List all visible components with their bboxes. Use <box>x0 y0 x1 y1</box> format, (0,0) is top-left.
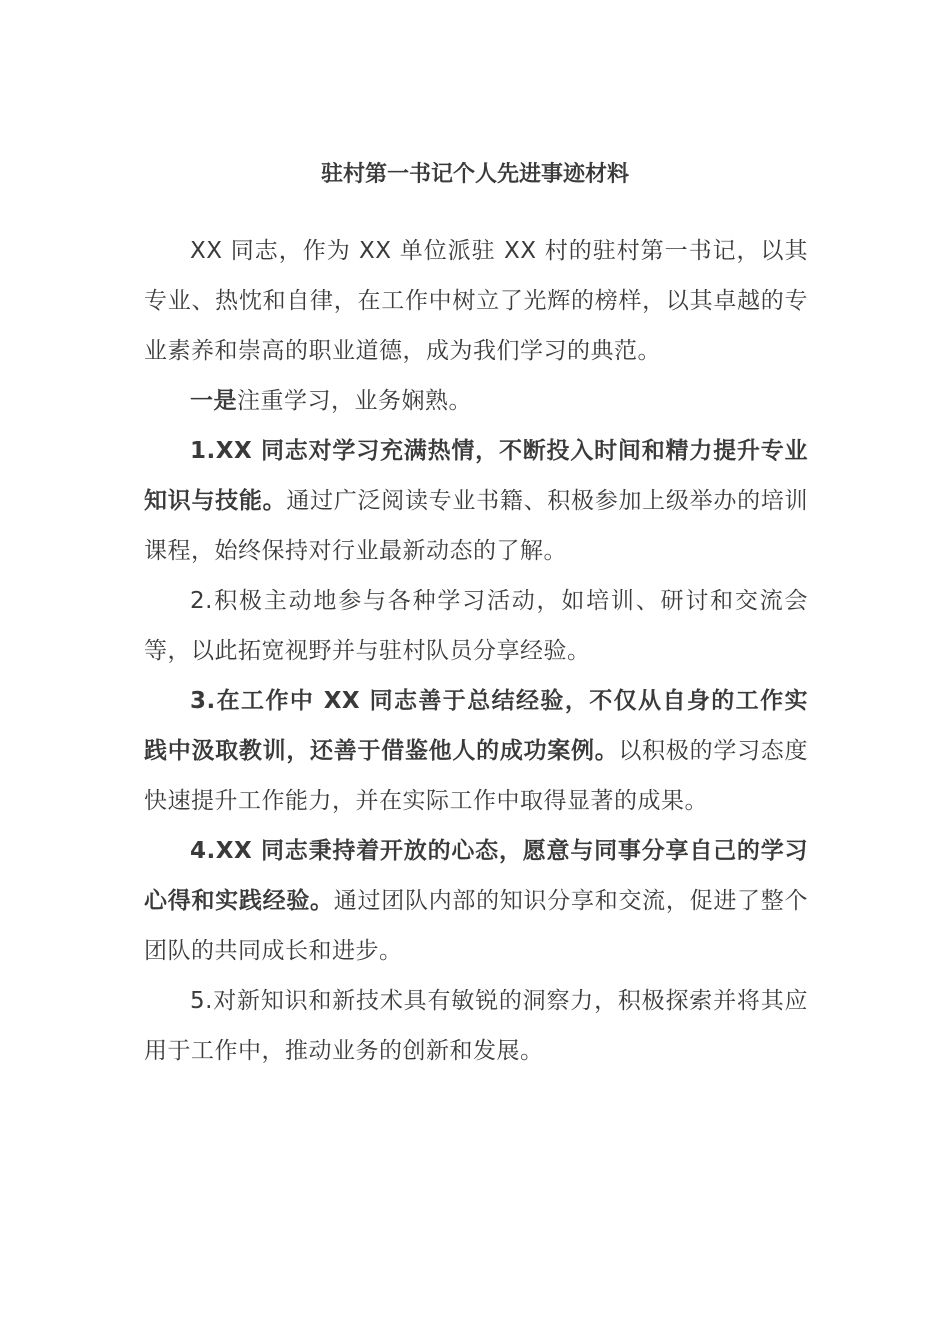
list-item-4-bold: 4.XX 同志秉持着开放的心态，愿意与同事分享自己的学习心得和实践经验。 <box>144 838 808 914</box>
list-item-3-text: 以积极的学习态度快速提升工作能力，并在实际工作中取得显著的成果。 <box>144 738 809 814</box>
list-item-5-text: 5.对新知识和新技术具有敏锐的洞察力，积极探索并将其应用于工作中，推动业务的创新和发展。 <box>144 988 808 1064</box>
intro-paragraph: XX 同志，作为 XX 单位派驻 XX 村的驻村第一书记，以其专业、热忱和自律，在工作中树立了光辉的榜样，以其卓越的专业素养和崇高的职业道德，成为我们学习的典范。 <box>144 238 808 364</box>
section-text: 注重学习，业务娴熟。 <box>237 388 472 414</box>
list-item-1-text: 通过广泛阅读专业书籍、积极参加上级举办的培训课程，始终保持对行业最新动态的了解。 <box>144 488 809 564</box>
list-item-3-bold: 3.在工作中 XX 同志善于总结经验，不仅从自身的工作实践中汲取教训，还善于借鉴他人的成功案例。 <box>144 688 808 764</box>
list-item-1 <box>144 426 808 576</box>
list-item-1-bold: 1.XX 同志对学习充满热情，不断投入时间和精力提升专业知识与技能。 <box>144 438 808 514</box>
list-item-3 <box>144 676 808 826</box>
document-title: 驻村第一书记个人先进事迹材料 <box>320 162 629 187</box>
document-body <box>144 226 808 1076</box>
section-heading <box>144 376 808 426</box>
list-item-4 <box>144 826 808 976</box>
section-lead: 一是 <box>190 388 237 414</box>
list-item-2 <box>144 576 808 676</box>
list-item-4-text: 通过团队内部的知识分享和交流，促进了整个团队的共同成长和进步。 <box>144 888 809 964</box>
list-item-2-text: 2.积极主动地参与各种学习活动，如培训、研讨和交流会等，以此拓宽视野并与驻村队员分享经验。 <box>144 588 808 664</box>
list-item-5 <box>144 976 808 1076</box>
